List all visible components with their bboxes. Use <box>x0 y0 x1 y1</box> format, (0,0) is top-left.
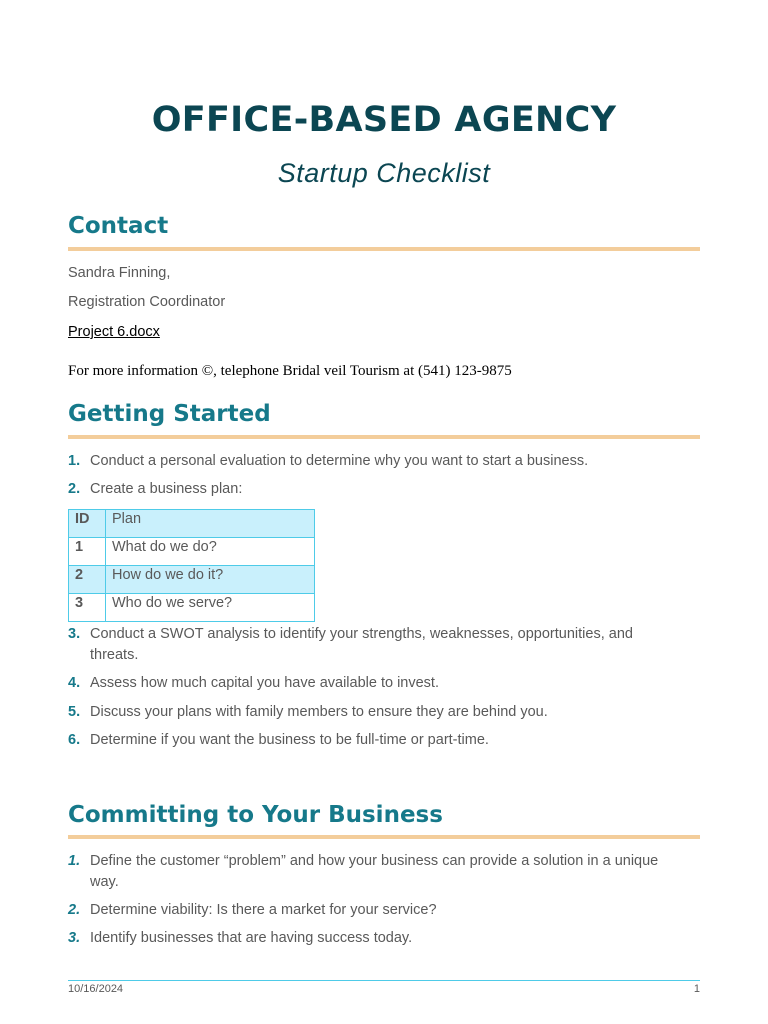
list-number: 1. <box>68 853 81 869</box>
list-item <box>68 479 668 500</box>
list-item-text: Conduct a SWOT analysis to identify your strengths, weaknesses, opportunities, and threats. <box>90 626 633 663</box>
list-item <box>68 624 668 666</box>
list-item-text: Identify businesses that are having success today. <box>90 930 413 946</box>
table-cell-plan: How do we do it? <box>106 566 315 594</box>
document-subtitle: Startup Checklist <box>277 158 491 188</box>
getting-started-heading: Getting Started <box>68 401 271 427</box>
table-cell-id: 2 <box>69 566 106 594</box>
list-item-text: Assess how much capital you have available to invest. <box>90 675 439 691</box>
list-number: 1. <box>68 453 81 469</box>
contact-heading: Contact <box>68 213 169 239</box>
list-item-text: Define the customer “problem” and how your business can provide a solution in a unique way. <box>90 853 659 890</box>
table-cell-plan: Who do we serve? <box>106 594 315 622</box>
table-cell-plan: What do we do? <box>106 538 315 566</box>
footer-date: 10/16/2024 <box>68 983 124 995</box>
project-file-link[interactable]: Project 6.docx <box>68 324 160 340</box>
table-header-row <box>69 510 315 538</box>
list-item <box>68 451 668 472</box>
list-item <box>68 730 668 751</box>
list-number: 5. <box>68 704 81 720</box>
committing-heading-rule <box>68 835 700 839</box>
table-cell-id: 1 <box>69 538 106 566</box>
contact-name: Sandra Finning, <box>68 265 171 281</box>
table-row <box>69 566 315 594</box>
contact-role: Registration Coordinator <box>68 294 226 310</box>
contact-info: For more information ©, telephone Bridal veil Tourism at (541) 123-9875 <box>68 363 512 379</box>
list-number: 2. <box>68 902 81 918</box>
list-item-text: Determine viability: Is there a market for your service? <box>90 902 437 918</box>
table-cell-id: 3 <box>69 594 106 622</box>
list-item <box>68 900 668 921</box>
list-item-text: Create a business plan: <box>90 481 243 497</box>
list-item-text: Discuss your plans with family members to ensure they are behind you. <box>90 704 548 720</box>
table-header-id: ID <box>69 510 106 538</box>
list-item <box>68 702 668 723</box>
list-number: 2. <box>68 481 81 497</box>
list-item <box>68 928 668 949</box>
list-item <box>68 851 668 893</box>
list-number: 4. <box>68 675 81 691</box>
footer-page-number: 1 <box>693 983 700 995</box>
getting-started-heading-rule <box>68 435 700 439</box>
list-item-text: Conduct a personal evaluation to determine why you want to start a business. <box>90 453 589 469</box>
list-item-text: Determine if you want the business to be full-time or part-time. <box>90 732 489 748</box>
table-row <box>69 594 315 622</box>
list-number: 6. <box>68 732 81 748</box>
committing-heading: Committing to Your Business <box>68 802 443 828</box>
document-title: OFFICE-BASED AGENCY <box>151 100 617 140</box>
footer-rule <box>68 980 700 981</box>
contact-heading-rule <box>68 247 700 251</box>
table-row <box>69 538 315 566</box>
list-number: 3. <box>68 626 81 642</box>
list-number: 3. <box>68 930 81 946</box>
list-item <box>68 673 668 694</box>
business-plan-table <box>68 509 315 622</box>
table-header-plan: Plan <box>106 510 315 538</box>
